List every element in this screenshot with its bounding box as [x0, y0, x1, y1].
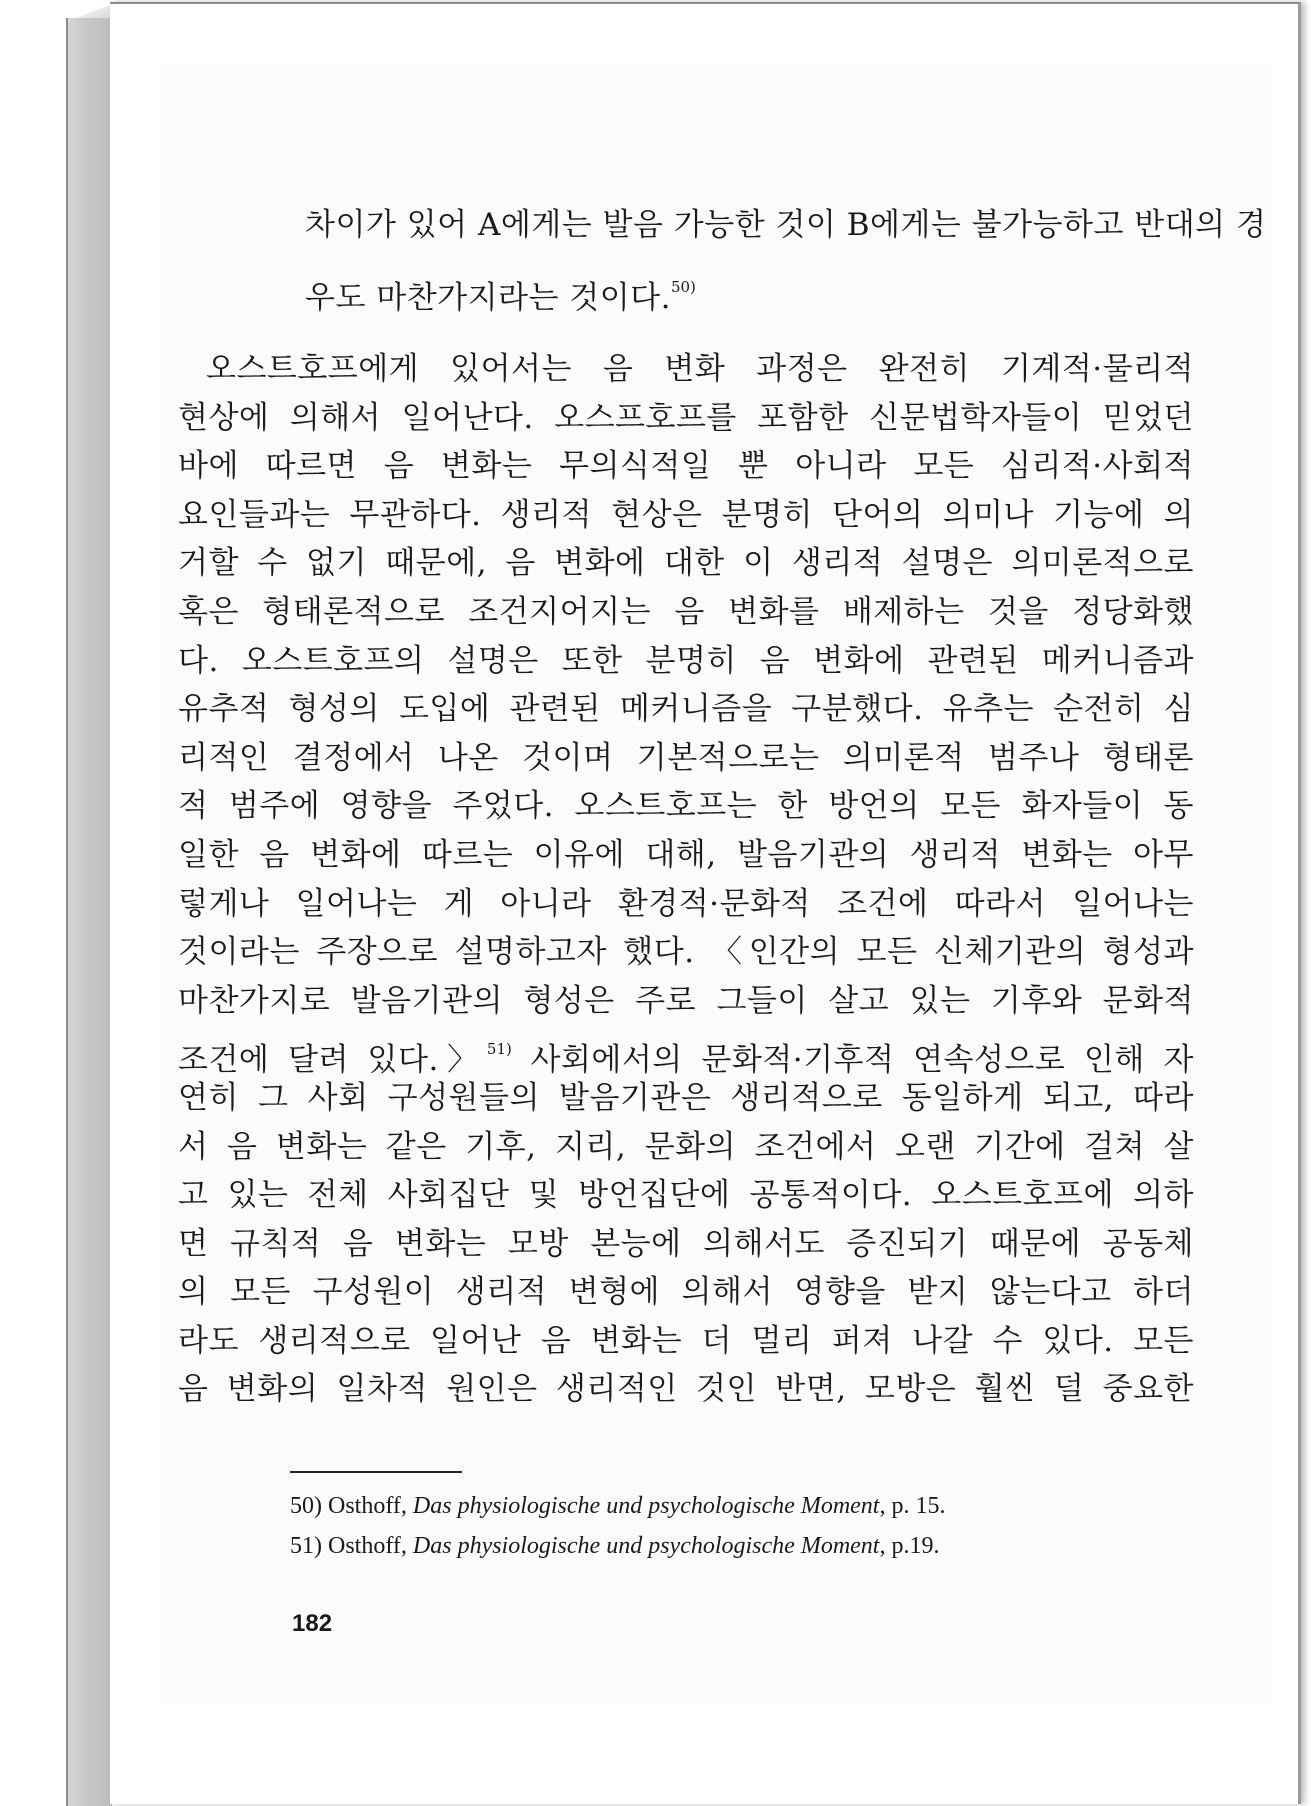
- paragraph-line: 것이라는 주장으로 설명하고자 했다. 〈인간의 모든 신체기관의 형성과: [178, 934, 1194, 971]
- paragraph-line: 혹은 형태론적으로 조건지어지는 음 변화를 배제하는 것을 정당화했: [178, 593, 1194, 630]
- paragraph-line: 의 모든 구성원이 생리적 변형에 의해서 영향을 받지 않는다고 하더: [178, 1274, 1194, 1311]
- paragraph-line: 리적인 결정에서 나온 것이며 기본적으로는 의미론적 범주나 형태론: [178, 739, 1194, 776]
- page-number: 182: [292, 1610, 333, 1637]
- paragraph-line: 연히 그 사회 구성원들의 발음기관은 생리적으로 동일하게 되고, 따라: [178, 1079, 1194, 1116]
- footnote-page: , p. 15.: [879, 1493, 946, 1519]
- paragraph-line: 고 있는 전체 사회집단 및 방언집단에 공통적이다. 오스트호프에 의하: [178, 1177, 1194, 1214]
- quote-block: [305, 194, 1267, 318]
- book-spine: [66, 18, 112, 1806]
- paragraph-line: 요인들과는 무관하다. 생리적 현상은 분명히 단어의 의미나 기능에 의: [178, 496, 1194, 533]
- paragraph-line-head: 조건에 달려 있다.〉: [178, 1042, 487, 1079]
- paragraph-line: 음 변화의 일차적 원인은 생리적인 것인 반면, 모방은 훨씬 덜 중요한: [178, 1371, 1194, 1408]
- footnote-ref: 51): [486, 1040, 512, 1059]
- quote-line-text: 우도 마찬가지라는 것이다.: [305, 280, 671, 316]
- paragraph-line: 라도 생리적으로 일어난 음 변화는 더 멀리 퍼져 나갈 수 있다. 모든: [178, 1322, 1194, 1359]
- footnote-separator: [290, 1471, 462, 1473]
- paragraph-line-tail: 사회에서의 문화적·기후적 연속성으로 인해 자: [511, 1042, 1194, 1079]
- footnote-author: Osthoff,: [328, 1493, 407, 1519]
- quote-line: [305, 256, 1188, 318]
- paragraph-line: 서 음 변화는 같은 기후, 지리, 문화의 조건에서 오랜 기간에 걸쳐 살: [178, 1128, 1194, 1165]
- footnote-title: Das physiologische und psychologische Moment: [412, 1533, 880, 1559]
- footnote-title: Das physiologische und psychologische Moment: [412, 1493, 880, 1519]
- footnote-50: [290, 1486, 1190, 1526]
- body-paragraph: [178, 345, 1194, 1414]
- paragraph-line: 현상에 의해서 일어난다. 오스프호프를 포함한 신문법학자들이 믿었던: [178, 399, 1194, 436]
- footnote-page: , p.19.: [879, 1533, 940, 1559]
- paragraph-line: 거할 수 없기 때문에, 음 변화에 대한 이 생리적 설명은 의미론적으로: [178, 545, 1194, 582]
- paragraph-line: 면 규칙적 음 변화는 모방 본능에 의해서도 증진되기 때문에 공동체: [178, 1225, 1194, 1262]
- paragraph-line: 오스트호프에게 있어서는 음 변화 과정은 완전히 기계적·물리적: [206, 351, 1194, 387]
- footnote-author: Osthoff,: [328, 1533, 407, 1559]
- footnotes: [290, 1486, 1190, 1566]
- footnote-number: 51): [290, 1533, 322, 1559]
- quote-line: 차이가 있어 A에게는 발음 가능한 것이 B에게는 불가능하고 반대의 경: [305, 207, 1267, 243]
- paragraph-line: 유추적 형성의 도입에 관련된 메커니즘을 구분했다. 유추는 순전히 심: [178, 691, 1194, 728]
- paragraph-line: 일한 음 변화에 따르는 이유에 대해, 발음기관의 생리적 변화는 아무: [178, 836, 1194, 873]
- footnote-51: [290, 1526, 1190, 1566]
- footnote-number: 50): [290, 1493, 322, 1519]
- paragraph-line: [178, 1025, 1194, 1079]
- paragraph-line: 마찬가지로 발음기관의 형성은 주로 그들이 살고 있는 기후와 문화적: [178, 982, 1194, 1019]
- paragraph-line: 다. 오스트호프의 설명은 또한 분명히 음 변화에 관련된 메커니즘과: [178, 642, 1194, 679]
- footnote-ref: 50): [670, 278, 696, 296]
- paragraph-line: 렇게나 일어나는 게 아니라 환경적·문화적 조건에 따라서 일어나는: [178, 885, 1194, 922]
- paragraph-line: 적 범주에 영향을 주었다. 오스트호프는 한 방언의 모든 화자들이 동: [178, 788, 1194, 825]
- paragraph-line: 바에 따르면 음 변화는 무의식적일 뿐 아니라 모든 심리적·사회적: [178, 448, 1194, 485]
